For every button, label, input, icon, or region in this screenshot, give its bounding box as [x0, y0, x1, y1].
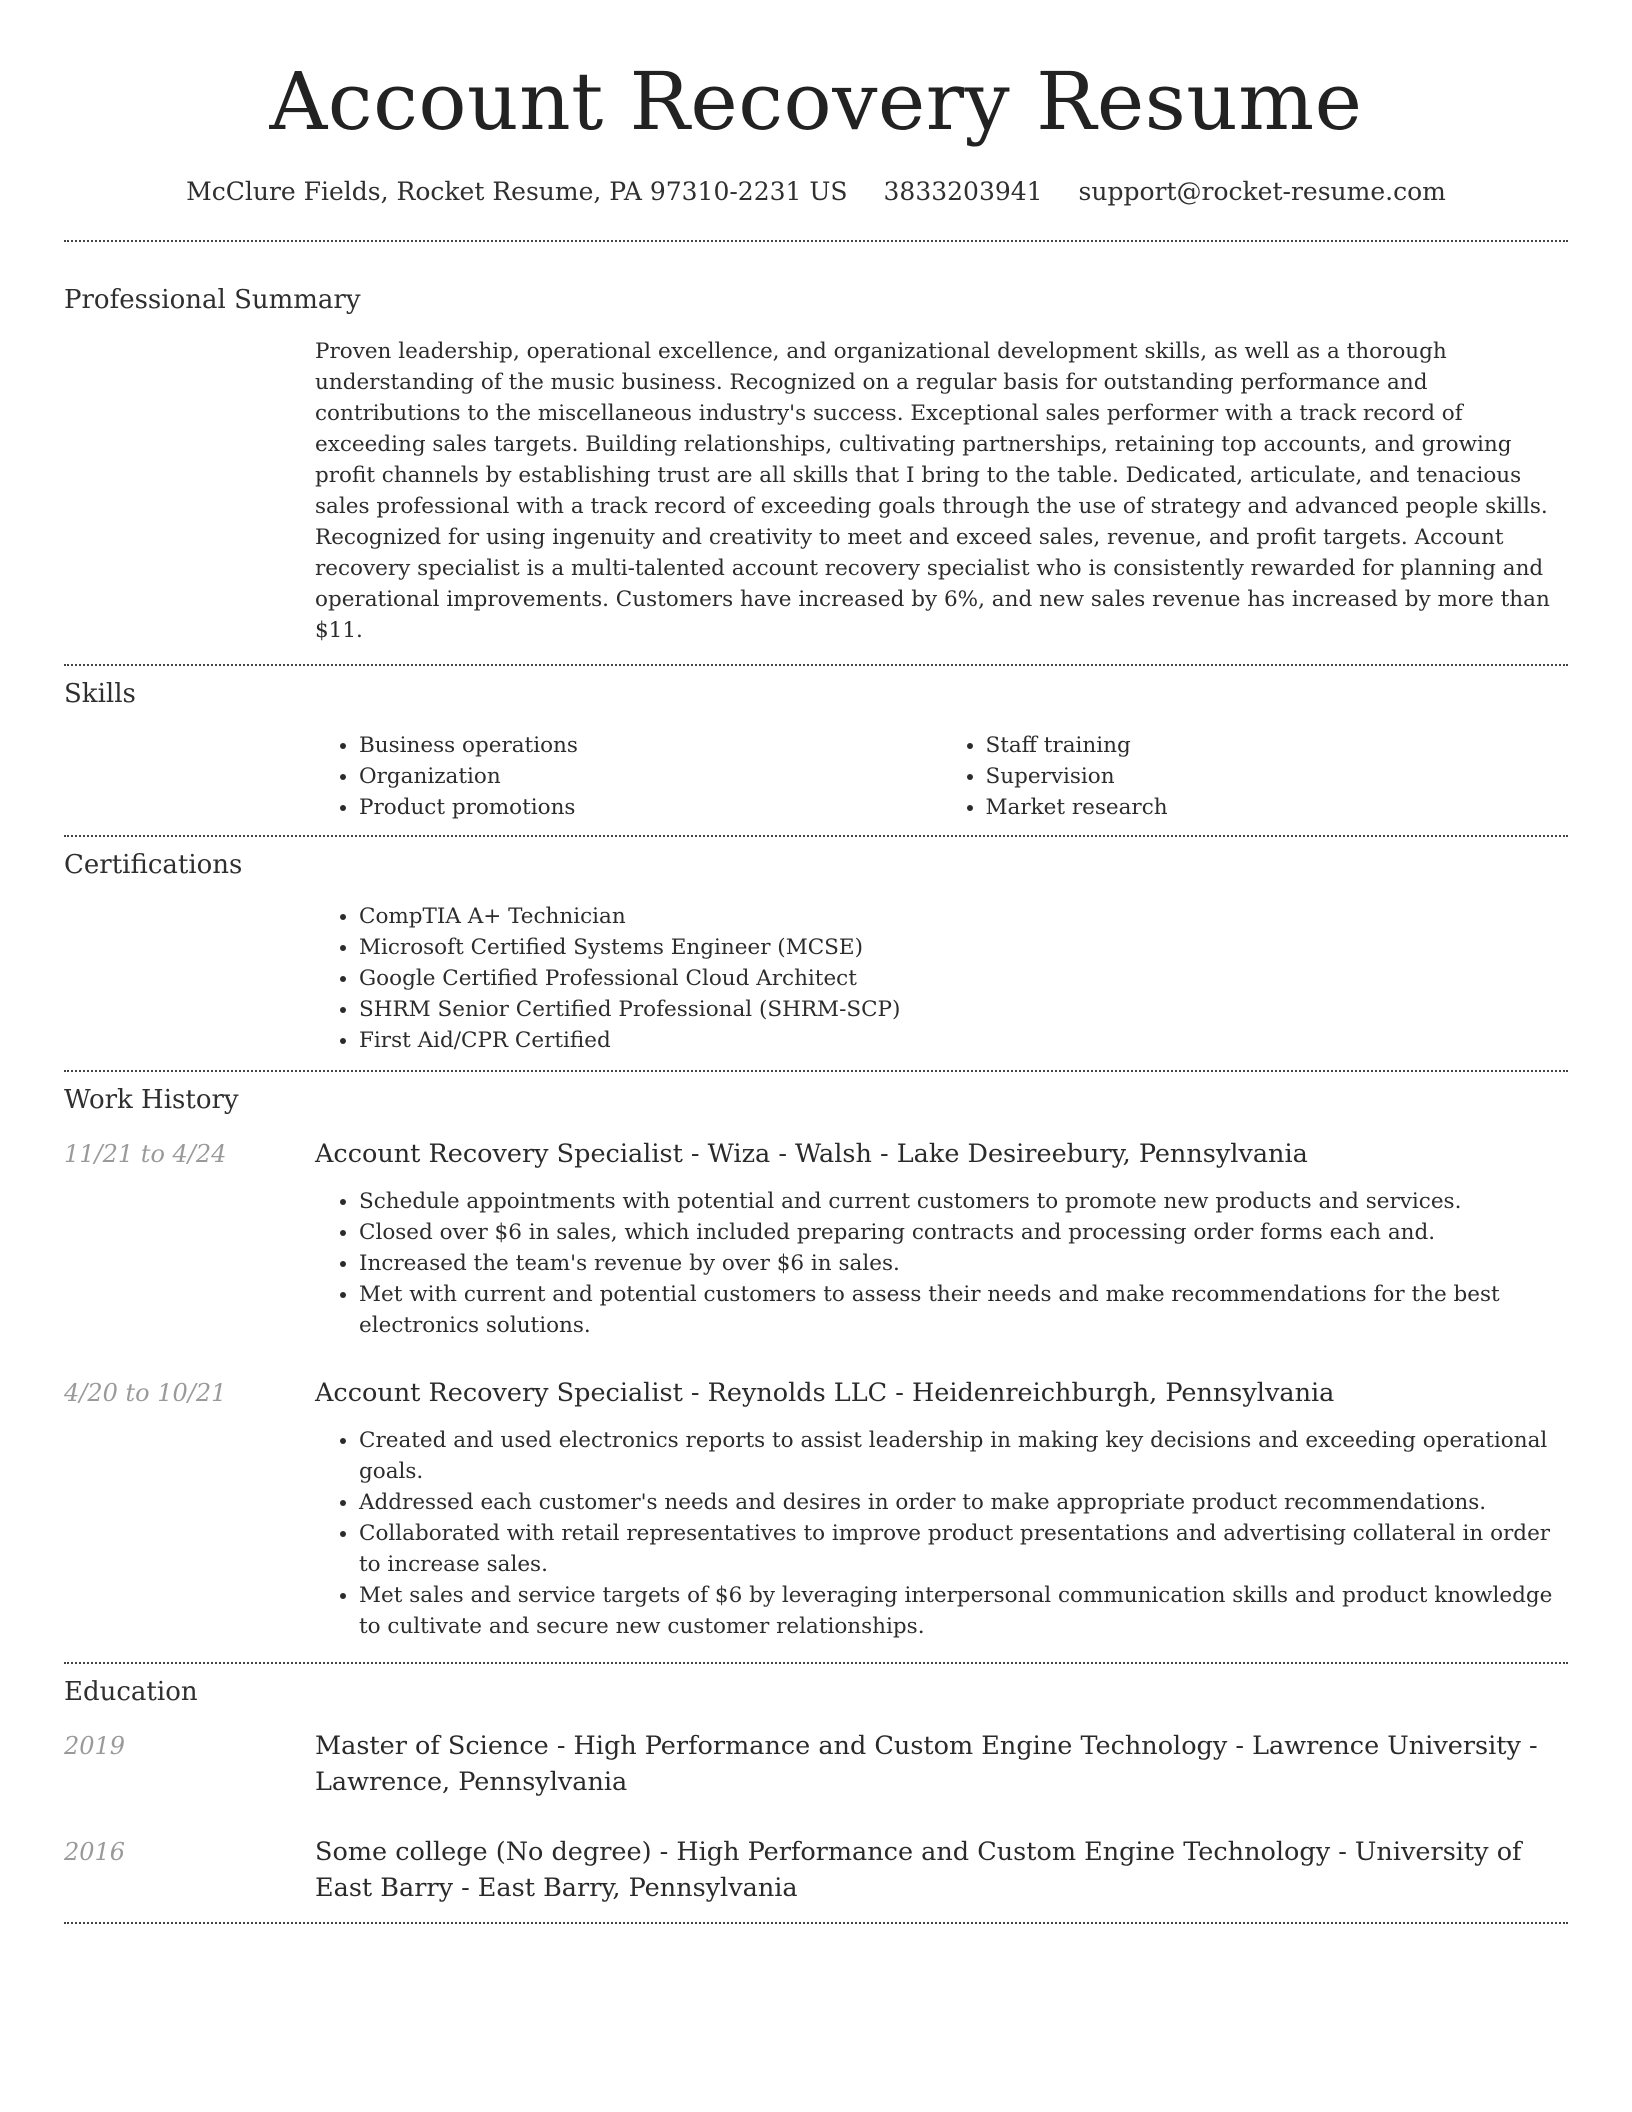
work-section — [64, 1072, 1568, 1646]
work-bullets — [315, 1186, 1568, 1345]
resume-title: Account Recovery Resume — [269, 55, 1363, 148]
skills-heading: Skills — [64, 679, 136, 709]
work-bullet: • Collaborated with retail representatives to improve product presentations and advertising collateral in order to increase sales. — [359, 1518, 1568, 1580]
summary-text: Proven leadership, operational excellence, and organizational development skills, as well as a thorough understanding of the music business. Recognized on a regular basis for outstanding performance and contributions to the miscellaneous industry's success. Exceptional sales performer with a track record of exceeding sales targets. Building relationships, cultivating partnerships, retaining top accounts, and growing profit channels by establishing trust are all skills that I bring to the table. Dedicated, articulate, and tenacious sales professional with a track record of exceeding goals through the use of strategy and advanced people skills. Recognized for using ingenuity and creativity to meet and exceed sales, revenue, and profit targets. Account recovery specialist is a multi-talented account recovery specialist who is consistently rewarded for planning and operational improvements. Customers have increased by 6%, and new sales revenue has increased by more than $11. — [315, 339, 1550, 643]
job-role: Account Recovery Specialist — [315, 1139, 683, 1169]
contact-line — [0, 176, 1632, 208]
section-divider — [64, 1922, 1568, 1924]
skill-item: • Staff training — [986, 730, 1569, 761]
skills-list-right — [942, 730, 1569, 823]
certification-item: • SHRM Senior Certified Professional (SHRM-SCP) — [359, 994, 1568, 1025]
certifications-body — [315, 901, 1568, 1070]
education-school: - Lawrence University - Lawrence, Pennsylvania — [315, 1731, 1538, 1797]
contact-phone: 3833203941 — [883, 177, 1043, 206]
skills-columns — [315, 730, 1568, 835]
education-details — [315, 1834, 1568, 1906]
education-section — [64, 1664, 1568, 1906]
work-title — [315, 1136, 1568, 1172]
summary-section — [64, 242, 1568, 664]
work-title — [315, 1375, 1568, 1411]
job-company-location: - Wiza - Walsh - Lake Desireebury, Pennsylvania — [682, 1139, 1308, 1169]
education-heading: Education — [64, 1677, 198, 1707]
job-company-location: - Reynolds LLC - Heidenreichburgh, Pennsylvania — [682, 1378, 1335, 1408]
skill-item: • Organization — [359, 761, 942, 792]
work-bullet: • Schedule appointments with potential and current customers to promote new products and services. — [359, 1186, 1568, 1217]
summary-heading: Professional Summary — [64, 285, 361, 315]
work-bullet: • Created and used electronics reports to assist leadership in making key decisions and exceeding operational goals. — [359, 1425, 1568, 1487]
work-dates: 11/21 to 4/24 — [64, 1140, 227, 1168]
skill-item: • Product promotions — [359, 792, 942, 823]
certification-item: • CompTIA A+ Technician — [359, 901, 1568, 932]
contact-address: McClure Fields, Rocket Resume, PA 97310-2231 US — [186, 177, 848, 206]
work-entry — [64, 1136, 1568, 1345]
certification-item: • Google Certified Professional Cloud Architect — [359, 963, 1568, 994]
resume-header — [0, 0, 1632, 208]
work-heading: Work History — [64, 1085, 239, 1115]
work-dates: 4/20 to 10/21 — [64, 1379, 227, 1407]
work-bullet: • Addressed each customer's needs and desires in order to make appropriate product recommendations. — [359, 1487, 1568, 1518]
education-year: 2019 — [64, 1732, 126, 1760]
certification-item: • First Aid/CPR Certified — [359, 1025, 1568, 1056]
job-role: Account Recovery Specialist — [315, 1378, 683, 1408]
skill-item: • Supervision — [986, 761, 1569, 792]
resume-content — [64, 240, 1568, 1924]
contact-email: support@rocket-resume.com — [1078, 177, 1446, 206]
work-bullet: • Closed over $6 in sales, which included preparing contracts and processing order forms each and. — [359, 1217, 1568, 1248]
education-degree: Some college (No degree) - High Performance and Custom Engine Technology — [315, 1837, 1331, 1867]
certifications-heading: Certifications — [64, 850, 243, 880]
certification-item: • Microsoft Certified Systems Engineer (MCSE) — [359, 932, 1568, 963]
skill-item: • Business operations — [359, 730, 942, 761]
work-entry — [64, 1375, 1568, 1646]
work-bullet: • Met with current and potential customers to assess their needs and make recommendations for the best electronics solutions. — [359, 1279, 1568, 1341]
work-bullets — [315, 1425, 1568, 1646]
education-degree: Master of Science - High Performance and Custom Engine Technology — [315, 1731, 1228, 1761]
skills-list-left — [315, 730, 942, 823]
certifications-list — [315, 901, 1568, 1070]
certifications-section — [64, 837, 1568, 1070]
work-details — [315, 1136, 1568, 1345]
education-details — [315, 1728, 1568, 1800]
education-school: - University of East Barry - East Barry, Pennsylvania — [315, 1837, 1522, 1903]
education-year: 2016 — [64, 1838, 126, 1866]
skills-section — [64, 666, 1568, 835]
education-entry — [64, 1834, 1568, 1906]
work-bullet: • Met sales and service targets of $6 by leveraging interpersonal communication skills and product knowledge to cultivate and secure new customer relationships. — [359, 1580, 1568, 1642]
work-bullet: • Increased the team's revenue by over $6 in sales. — [359, 1248, 1568, 1279]
skill-item: • Market research — [986, 792, 1569, 823]
work-details — [315, 1375, 1568, 1646]
education-entry — [64, 1728, 1568, 1800]
skills-body — [315, 730, 1568, 835]
